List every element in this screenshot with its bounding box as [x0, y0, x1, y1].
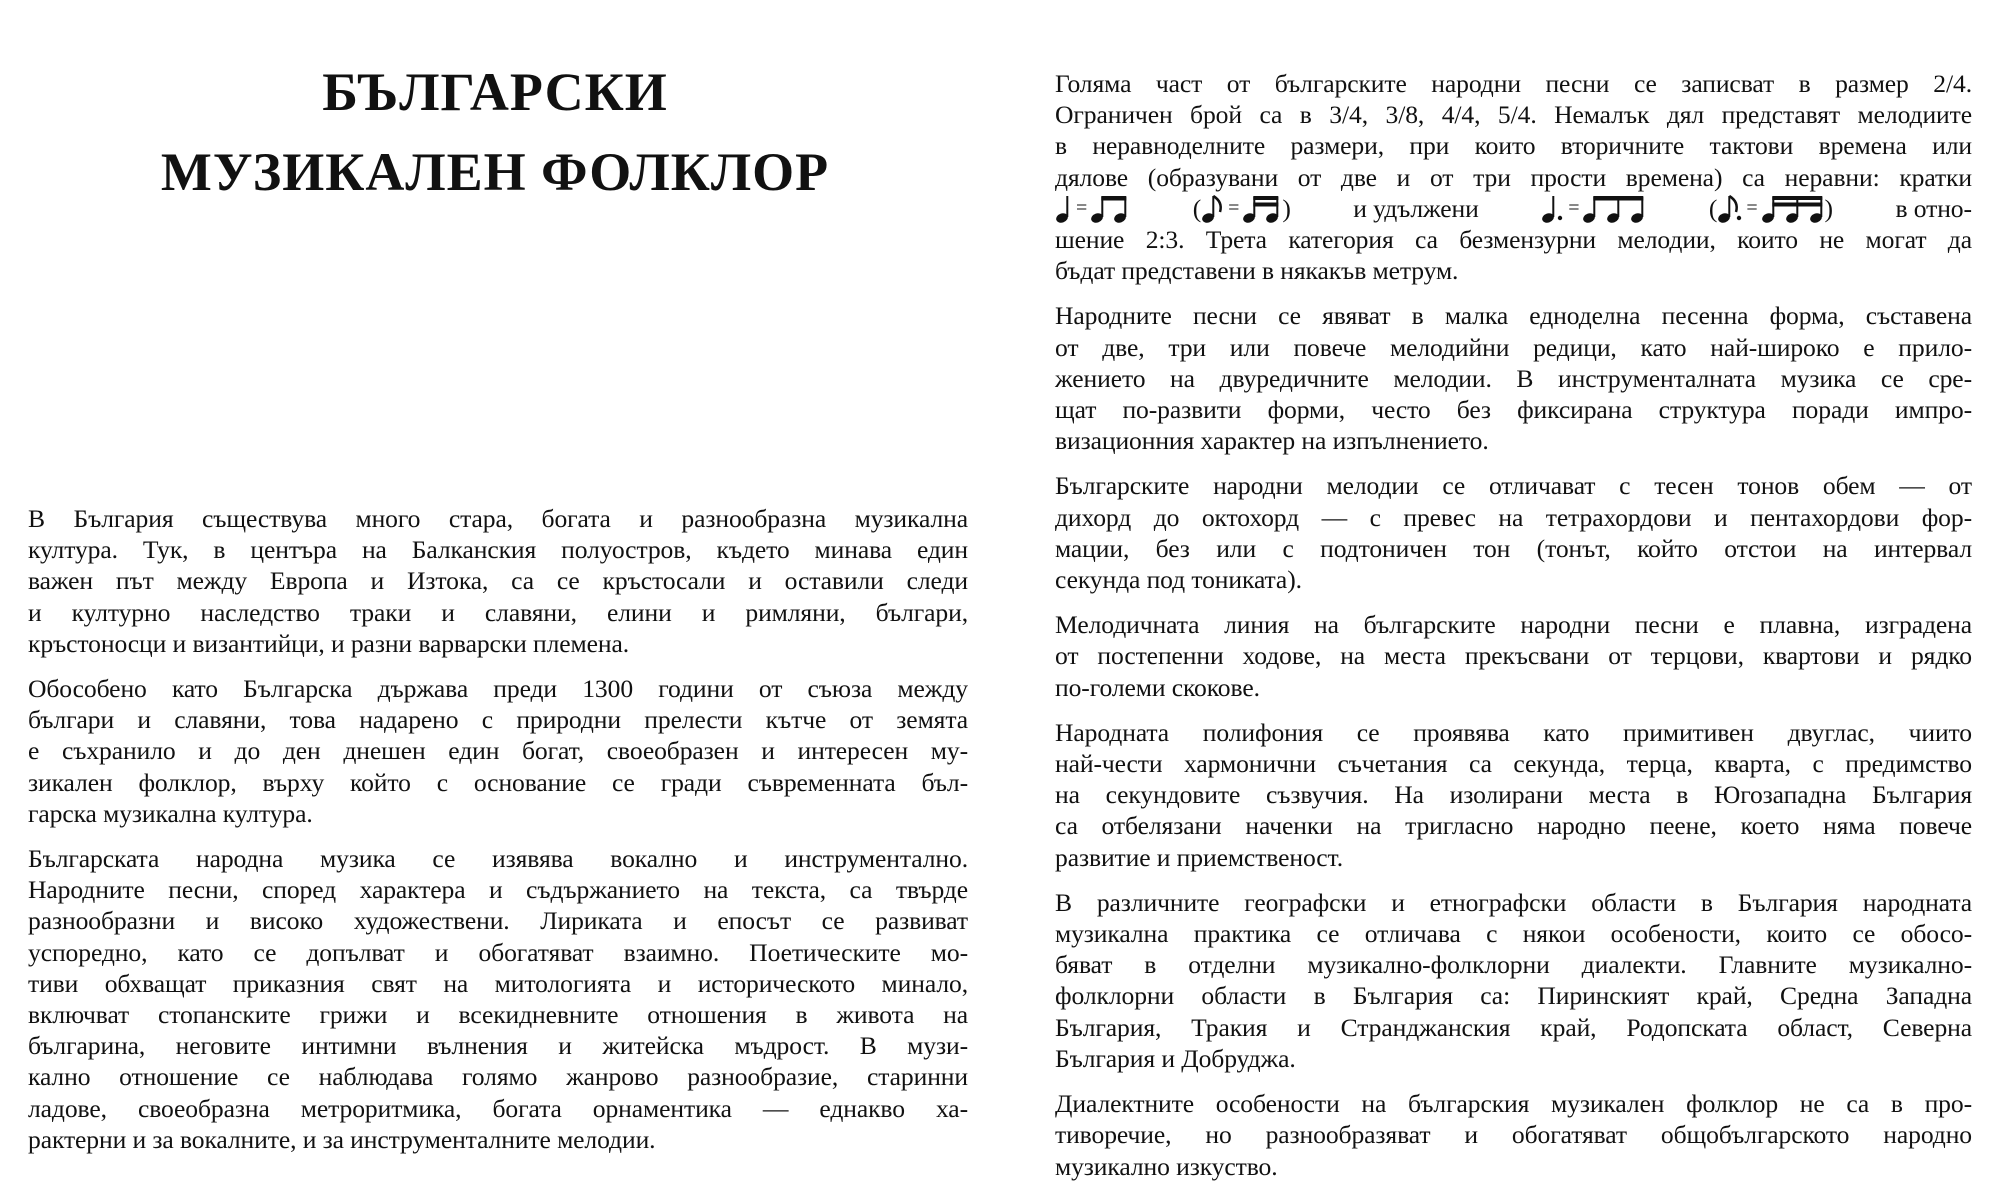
title-line-1: БЪЛГАРСКИ	[322, 62, 668, 122]
text-line: разнообразни и високо художествени. Лириката и епосът се развиват	[28, 906, 968, 936]
text-line: Диалектните особености на българския музикален фолклор не са в про-	[1055, 1089, 1972, 1119]
text-line: Народната полифония се проявява като примитивен двуглас, чиито	[1055, 717, 1972, 747]
equals-sign: =	[1076, 196, 1088, 219]
text-line: бяват в отделни музикално-фолклорни диалекти. Главните музикално-	[1055, 950, 1972, 980]
sixteenth-note-pair-icon	[1242, 194, 1282, 224]
text-line: рактерни и за вокалните, и за инструменталните мелодии.	[28, 1124, 656, 1154]
text-line: гарска музикална култура.	[28, 798, 313, 828]
text-line: музикално изкуство.	[1055, 1151, 1278, 1181]
rhythm-notation-line	[1055, 193, 1972, 224]
paragraph-meter	[1055, 68, 1972, 286]
dotted-eighth-note-icon	[1717, 194, 1743, 224]
text-line: мации, без или с подтоничен тон (тонът, който отстои на интервал	[1055, 533, 1972, 563]
paragraph	[1055, 1088, 1972, 1182]
eighth-note-pair-icon	[1090, 194, 1130, 224]
paragraph	[1055, 887, 1972, 1074]
dotted-quarter-note-icon	[1541, 194, 1565, 224]
triplet-eighth-icon	[1582, 194, 1646, 224]
text-line: България и Добруджа.	[1055, 1043, 1296, 1073]
text-line: тиворечие, но разнообразяват и обогатяват общобългарското народно	[1055, 1120, 1972, 1150]
text-line: ладове, своеобразна метроритмика, богата орнаментика — еднакво ха-	[28, 1093, 968, 1123]
text-line: култура. Тук, в центъра на Балканския полуостров, където минава един	[28, 535, 968, 565]
equals-sign: =	[1746, 196, 1758, 219]
notation-text-and: и удължени	[1353, 193, 1479, 223]
text-line: секунда под тониката).	[1055, 565, 1302, 595]
eighth-note-icon	[1201, 194, 1225, 224]
title-line-2: МУЗИКАЛЕН ФОЛКЛОР	[160, 142, 830, 202]
paragraph	[28, 673, 968, 829]
paragraph	[1055, 717, 1972, 873]
right-column	[1055, 68, 1972, 1196]
text-line: Обособено като Българска държава преди 1300 години от съюза между	[28, 674, 968, 704]
text-line: Народните песни се явяват в малка едноделна песенна форма, съставена	[1055, 301, 1972, 331]
text-line: кръстоносци и византийци, и разни варварски племена.	[28, 628, 630, 658]
text-line: най-чести хармонични съчетания са секунда, терца, кварта, с предимство	[1055, 749, 1972, 779]
text-line: кално отношение се наблюдава голямо жанрово разнообразие, старинни	[28, 1062, 968, 1092]
short-beat-notation	[1055, 193, 1130, 224]
text-line: Народните песни, според характера и съдържанието на текста, са твърде	[28, 875, 968, 905]
text-line: музикална практика се отличава с някои особености, които се обосо-	[1055, 919, 1972, 949]
text-line: бъдат представени в някакъв метрум.	[1055, 256, 1459, 286]
short-beat-notation-alt	[1193, 193, 1291, 224]
paragraph	[28, 503, 968, 659]
text-line: дихорд до октохорд — с превес на тетрахордови и пентахордови фор-	[1055, 502, 1972, 532]
text-line: шение 2:3. Трета категория са безмензурни мелодии, които не могат да	[1055, 225, 1972, 255]
page-title	[140, 52, 850, 212]
long-beat-notation-alt	[1709, 193, 1833, 224]
paragraph	[28, 843, 968, 1155]
text-line: са отбелязани наченки на тригласно народно пеене, което няма повече	[1055, 811, 1972, 841]
text-line: фолклорни области в България са: Пиринският край, Средна Западна	[1055, 981, 1972, 1011]
text-line: българина, неговите интимни вълнения и житейска мъдрост. В музи-	[28, 1031, 968, 1061]
close-paren: )	[1282, 193, 1291, 223]
text-line: от постепенни ходове, на места прекъсвани от терцови, квартови и рядко	[1055, 641, 1972, 671]
paragraph	[1055, 300, 1972, 456]
sixteenth-triplet-icon	[1761, 194, 1825, 224]
text-line: щат по-развити форми, често без фиксирана структура поради импро-	[1055, 395, 1972, 425]
right-paragraphs	[1055, 300, 1972, 1181]
text-line: дялове (образувани от две и от три прости времена) са неравни: кратки	[1055, 162, 1972, 192]
text-line: е съхранило и до ден днешен един богат, своеобразен и интересен му-	[28, 736, 968, 766]
text-line: Голяма част от българските народни песни се записват в размер 2/4.	[1055, 69, 1972, 98]
long-beat-notation	[1541, 193, 1646, 224]
notation-text-end: в отно-	[1895, 193, 1972, 223]
text-line: Българската народна музика се изявява вокално и инструментално.	[28, 844, 968, 874]
open-paren: (	[1708, 193, 1718, 223]
text-line: България, Тракия и Странджанския край, Родопската област, Северна	[1055, 1012, 1972, 1042]
left-column	[28, 503, 968, 1169]
text-line: българи и славяни, това надарено с природни прелести кътче от земята	[28, 705, 968, 735]
text-line: важен път между Европа и Изтока, са се кръстосали и оставили следи	[28, 566, 968, 596]
text-line: на секундовите съзвучия. На изолирани места в Югозападна България	[1055, 780, 1972, 810]
text-line: жението на двуредичните мелодии. В инструменталната музика се сре-	[1055, 363, 1972, 393]
text-line: и културно наследство траки и славяни, елини и римляни, българи,	[28, 597, 968, 627]
text-line: В различните географски и етнографски области в България народната	[1055, 887, 1972, 917]
text-line: успоредно, като се допълват и обогатяват взаимно. Поетическите мо-	[28, 937, 968, 967]
text-line: Ограничен брой са в 3/4, 3/8, 4/4, 5/4. Немалък дял представят мелодиите	[1055, 100, 1972, 130]
text-line: развитие и приемственост.	[1055, 842, 1344, 872]
text-line: включват стопанските грижи и всекидневните отношения в живота на	[28, 1000, 968, 1030]
text-line: Мелодичната линия на българските народни песни е плавна, изградена	[1055, 610, 1972, 640]
text-line: по-големи скокове.	[1055, 672, 1260, 702]
text-line: зикален фолклор, върху който с основание се гради съвременната бъл-	[28, 767, 968, 797]
text-line: Българските народни мелодии се отличават с тесен тонов обем — от	[1055, 471, 1972, 501]
paragraph	[1055, 609, 1972, 703]
close-paren: )	[1824, 193, 1833, 223]
equals-sign: =	[1228, 196, 1240, 219]
equals-sign: =	[1568, 196, 1580, 219]
text-line: тиви обхващат приказния свят на митологията и историческото минало,	[28, 968, 968, 998]
open-paren: (	[1192, 193, 1202, 223]
paragraph	[1055, 470, 1972, 595]
text-line: визационния характер на изпълнението.	[1055, 426, 1489, 456]
quarter-note-icon	[1055, 194, 1073, 224]
text-line: от две, три или повече мелодийни редици, като най-широко е прило-	[1055, 332, 1972, 362]
text-line: в неравноделните размери, при които вторичните тактови времена или	[1055, 131, 1972, 161]
text-line: В България съществува много стара, богата и разнообразна музикална	[28, 504, 968, 533]
